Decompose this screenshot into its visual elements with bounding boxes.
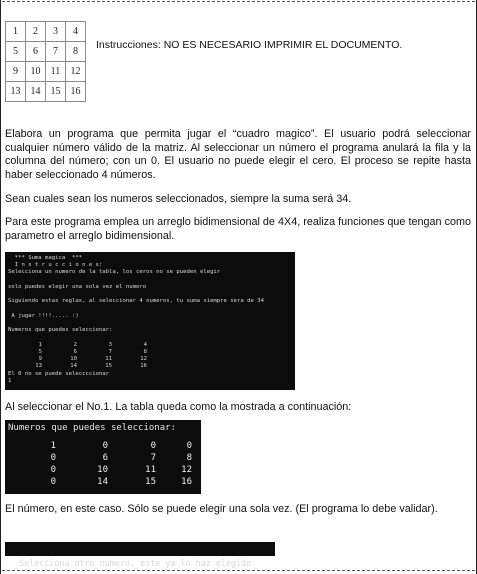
- number-grid: [5, 21, 86, 102]
- console-screenshot-start: [5, 252, 295, 390]
- console-number: 8: [143, 349, 147, 356]
- console-line: A jugar !!!!..... :): [8, 312, 79, 319]
- console-line: Selecciona un numero de la tabla, los ceros no se pueden elegir: [8, 269, 221, 276]
- console-line: *** Suma magica ***: [8, 255, 83, 261]
- console-number: 9: [38, 356, 42, 363]
- grid-cell: 6: [26, 42, 46, 62]
- console-line: [8, 277, 292, 284]
- console-number-table: [8, 441, 198, 493]
- console-number: 0: [50, 465, 56, 475]
- paragraph-validation: El número, en este caso. Sólo se puede elegir una sola vez. (El programa lo debe validar).: [5, 503, 438, 515]
- paragraph-array-requirement: Para este programa emplea un arreglo bidimensional de 4X4, realiza funciones que tengan como parametro el arreglo bidimensional.: [5, 216, 471, 242]
- console-cursor-input: 1: [8, 378, 12, 385]
- grid-cell: 1: [6, 22, 26, 42]
- console-number: 12: [181, 465, 192, 475]
- grid-cell: 12: [66, 62, 86, 82]
- console-number: 7: [150, 453, 156, 463]
- console-footer: El 0 no se puede seleccccionar: [8, 371, 110, 378]
- console-header: Numeros que puedes seleccionar:: [8, 423, 176, 433]
- console-screenshot-after-select: [5, 420, 201, 494]
- paragraph-description: Elabora un programa que permita jugar el “cuadro magico”. El usuario podrá seleccionar cualquier número válido de la matriz. Al seleccionar un número el programa anulará la fila y la columna del número; con un 0. El usuario no puede elegir el cero. El proceso se repite hasta haber seleccionado 4 números.: [5, 128, 471, 181]
- grid-cell: 15: [46, 82, 66, 102]
- grid-row: [6, 22, 86, 42]
- console-number: 0: [50, 477, 56, 487]
- grid-cell: 2: [26, 22, 46, 42]
- console-line: Numeros que puedes seleccionar:: [8, 326, 113, 333]
- console-number: 1: [38, 342, 42, 349]
- grid-row: [6, 82, 86, 102]
- console-line: [8, 291, 292, 298]
- console-number: 11: [105, 356, 112, 363]
- console-number: 16: [181, 477, 192, 487]
- console-number: 13: [35, 363, 42, 370]
- console-number-table: [8, 342, 292, 371]
- console-number: 6: [73, 349, 77, 356]
- console-number: 8: [186, 453, 192, 463]
- console-number: 7: [108, 349, 112, 356]
- grid-row: [6, 42, 86, 62]
- grid-cell: 9: [6, 62, 26, 82]
- console-line: [8, 320, 292, 327]
- console-number: 15: [105, 363, 112, 370]
- console-number: 0: [50, 453, 56, 463]
- console-number: 1: [50, 441, 56, 451]
- console-error-message: Selecciona otro numero, este ya lo haz elegido: [19, 558, 252, 568]
- console-line: I n s t r u c c i o n e s:: [8, 262, 103, 269]
- console-number: 2: [73, 342, 77, 349]
- grid-cell: 16: [66, 82, 86, 102]
- paragraph-table-result: Al seleccionar el No.1. La tabla queda como la mostrada a continuación:: [5, 401, 352, 413]
- console-screenshot-error: [5, 542, 275, 568]
- console-number: 6: [102, 453, 108, 463]
- bottom-dashed-border: [2, 570, 475, 571]
- console-number: 11: [145, 465, 156, 475]
- console-line: [8, 334, 292, 341]
- grid-cell: 7: [46, 42, 66, 62]
- console-number: 16: [140, 363, 147, 370]
- console-number: 14: [97, 477, 108, 487]
- grid-cell: 13: [6, 82, 26, 102]
- grid-cell: 14: [26, 82, 46, 102]
- grid-cell: 8: [66, 42, 86, 62]
- console-line: solo puedes elegir una sola vez el numero: [8, 283, 147, 290]
- console-number: 0: [102, 441, 108, 451]
- console-number: 0: [150, 441, 156, 451]
- console-number: 15: [145, 477, 156, 487]
- console-number: 12: [140, 356, 147, 363]
- console-number: 10: [97, 465, 108, 475]
- grid-cell: 11: [46, 62, 66, 82]
- grid-row: [6, 62, 86, 82]
- grid-cell: 4: [66, 22, 86, 42]
- console-number: 10: [70, 356, 77, 363]
- console-number: 4: [143, 342, 147, 349]
- console-line: Siguiendo estas reglas, al seleccionar 4 numeros, tu suma siempre sera de 34: [8, 298, 264, 305]
- console-number: 14: [70, 363, 77, 370]
- grid-cell: 3: [46, 22, 66, 42]
- console-number: 5: [38, 349, 42, 356]
- console-line: [8, 305, 292, 312]
- grid-cell: 10: [26, 62, 46, 82]
- paragraph-sum-rule: Sean cuales sean los numeros seleccionados, siempre la suma será 34.: [5, 193, 352, 205]
- grid-cell: 5: [6, 42, 26, 62]
- top-dashed-border: [2, 1, 475, 2]
- console-number: 0: [186, 441, 192, 451]
- console-number: 3: [108, 342, 112, 349]
- instructions-text: Instrucciones: NO ES NECESARIO IMPRIMIR EL DOCUMENTO.: [96, 39, 403, 51]
